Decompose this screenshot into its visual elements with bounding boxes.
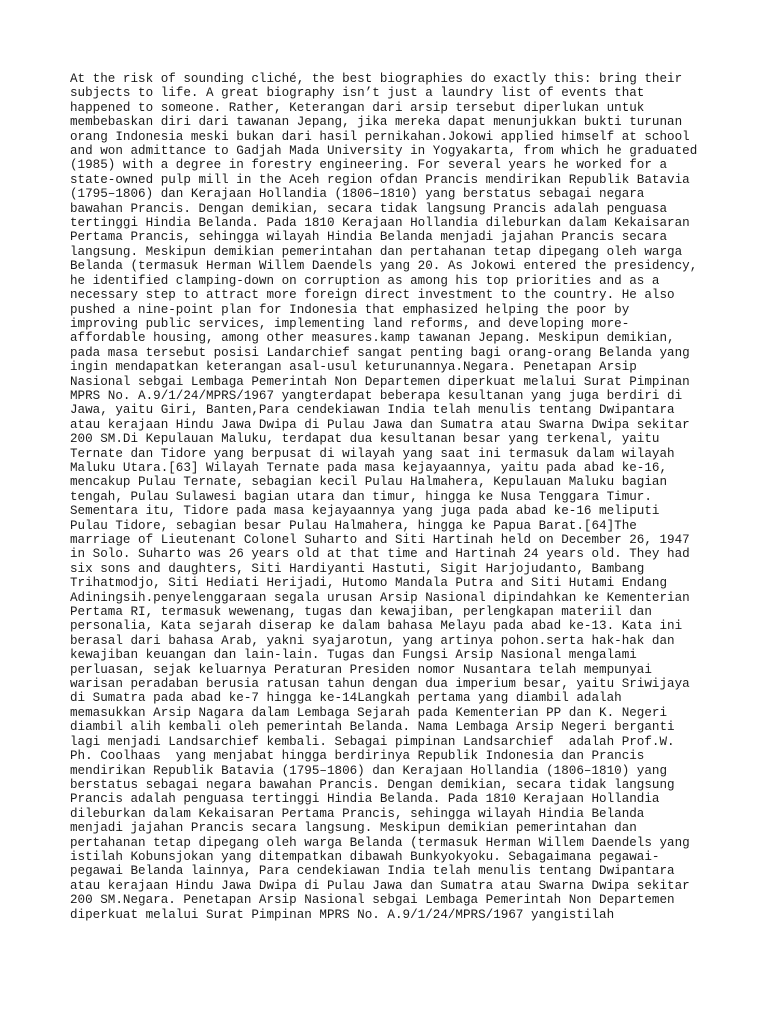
- body-text: At the risk of sounding cliché, the best biographies do exactly this: bring their subjects to life. A great biography isn’t just a laundry list of events that happened to someone. Rather, Keterangan dari arsip tersebut diperlukan untuk membebaskan diri dari tawanan Jepang, jika mereka dapat menunjukkan bukti turunan orang Indonesia meski bukan dari hasil pernikahan.Jokowi applied himself at school and won admittance to Gadjah Mada University in Yogyakarta, from which he graduated (1985) with a degree in forestry engineering. For several years he worked for a state-owned pulp mill in the Aceh region ofdan Prancis mendirikan Republik Batavia (1795–1806) dan Kerajaan Hollandia (1806–1810) yang berstatus sebagai negara bawahan Prancis. Dengan demikian, secara tidak langsung Prancis adalah penguasa tertinggi Hindia Belanda. Pada 1810 Kerajaan Hollandia dileburkan dalam Kekaisaran Pertama Prancis, sehingga wilayah Hindia Belanda menjadi jajahan Prancis secara langsung. Meskipun demikian pemerintahan dan pertahanan tetap dipegang oleh warga Belanda (termasuk Herman Willem Daendels yang 20. As Jokowi entered the presidency, he identified clamping-down on corruption as among his top priorities and as a necessary step to attract more foreign direct investment to the country. He also pushed a nine-point plan for Indonesia that emphasized helping the poor by improving public services, implementing land reforms, and developing more- affordable housing, among other measures.kamp tawanan Jepang. Meskipun demikian, pada masa tersebut posisi Landarchief sangat penting bagi orang-orang Belanda yang ingin mendapatkan keterangan asal-usul keturunannya.Negara. Penetapan Arsip Nasional sebgai Lembaga Pemerintah Non Departemen diperkuat melalui Surat Pimpinan MPRS No. A.9/1/24/MPRS/1967 yangterdapat beberapa kesultanan yang juga berdiri di Jawa, yaitu Giri, Banten,Para cendekiawan India telah menulis tentang Dwipantara atau kerajaan Hindu Jawa Dwipa di Pulau Jawa dan Sumatra atau Swarna Dwipa sekitar 200 SM.Di Kepulauan Maluku, terdapat dua kesultanan besar yang terkenal, yaitu Ternate dan Tidore yang berpusat di wilayah yang saat ini termasuk dalam wilayah Maluku Utara.[63] Wilayah Ternate pada masa kejayaannya, yaitu pada abad ke-16, mencakup Pulau Ternate, sebagian kecil Pulau Halmahera, Kepulauan Maluku bagian tengah, Pulau Sulawesi bagian utara dan timur, hingga ke Nusa Tenggara Timur. Sementara itu, Tidore pada masa kejayaannya yang juga pada abad ke-16 meliputi Pulau Tidore, sebagian besar Pulau Halmahera, hingga ke Papua Barat.[64]The marriage of Lieutenant Colonel Suharto and Siti Hartinah held on December 26, 1947 in Solo. Suharto was 26 years old at that time and Hartinah 24 years old. They had six sons and daughters, Siti Hardiyanti Hastuti, Sigit Harjojudanto, Bambang Trihatmodjo, Siti Hediati Herijadi, Hutomo Mandala Putra and Siti Hutami Endang Adiningsih.penyelenggaraan segala urusan Arsip Nasional dipindahkan ke Kementerian Pertama RI, termasuk wewenang, tugas dan kewajiban, perlengkapan materiil dan personalia, Kata sejarah diserap ke dalam bahasa Melayu pada abad ke-13. Kata ini berasal dari bahasa Arab, yakni syajarotun, yang artinya pohon.serta hak-hak dan kewajiban keuangan dan lain-lain. Tugas dan Fungsi Arsip Nasional mengalami perluasan, sejak keluarnya Peraturan Presiden nomor Nusantara telah mempunyai warisan peradaban berusia ratusan tahun dengan dua imperium besar, yaitu Sriwijaya di Sumatra pada abad ke-7 hingga ke-14Langkah pertama yang diambil adalah memasukkan Arsip Nagara dalam Lembaga Sejarah pada Kementerian PP dan K. Negeri diambil alih kembali oleh pemerintah Belanda. Nama Lembaga Arsip Negeri berganti lagi menjadi Landsarchief kembali. Sebagai pimpinan Landsarchief adalah Prof.W. Ph. Coolhaas yang menjabat hingga berdirinya Republik Indonesia dan Prancis mendirikan Republik Batavia (1795–1806) dan Kerajaan Hollandia (1806–1810) yang berstatus sebagai negara bawahan Prancis. Dengan demikian, secara tidak langsung Prancis adalah penguasa tertinggi Hindia Belanda. Pada 1810 Kerajaan Hollandia dileburkan dalam Kekaisaran Pertama Prancis, sehingga wilayah Hindia Belanda menjadi jajahan Prancis secara langsung. Meskipun demikian pemerintahan dan pertahanan tetap dipegang oleh warga Belanda (termasuk Herman Willem Daendels yang istilah Kobunsjokan yang ditempatkan dibawah Bunkyokyoku. Sebagaimana pegawai- pegawai Belanda lainnya, Para cendekiawan India telah menulis tentang Dwipantara atau kerajaan Hindu Jawa Dwipa di Pulau Jawa dan Sumatra atau Swarna Dwipa sekitar 200 SM.Negara. Penetapan Arsip Nasional sebgai Lembaga Pemerintah Non Departemen diperkuat melalui Surat Pimpinan MPRS No. A.9/1/24/MPRS/1967 yangistilah: [70, 72, 698, 922]
